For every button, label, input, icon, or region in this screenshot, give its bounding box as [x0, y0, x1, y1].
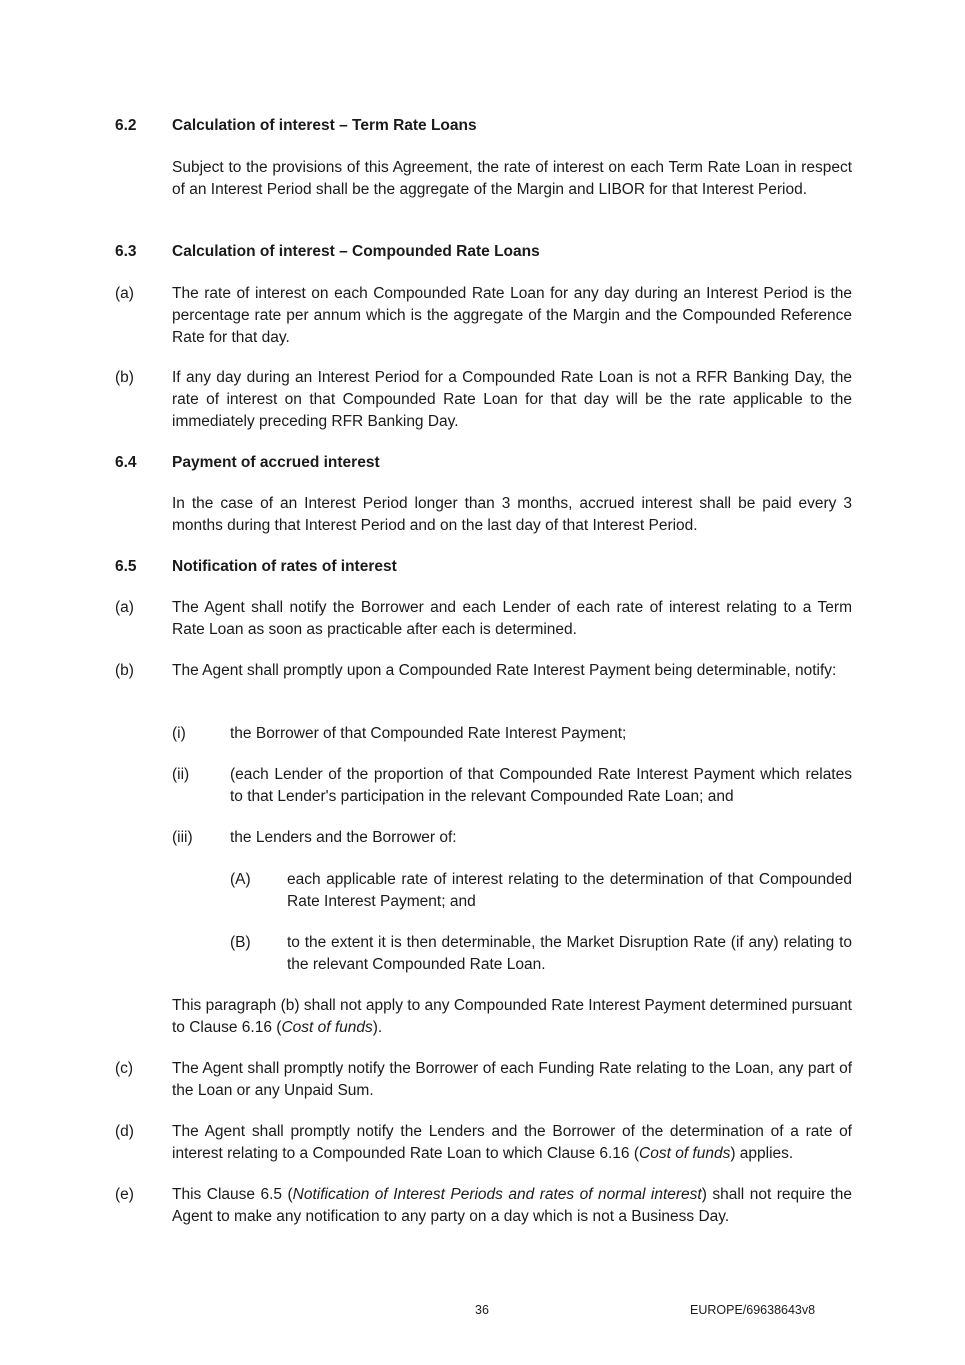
paragraph-label: (c) [115, 1060, 134, 1077]
item-text: each applicable rate of interest relating to the determination of that Compounded Rate Interest Payment; and [287, 871, 852, 910]
item-label: (B) [230, 934, 251, 951]
clause-heading: Notification of rates of interest [172, 558, 397, 575]
paragraph-label: (a) [115, 285, 134, 302]
subparagraph-label: (iii) [172, 829, 193, 846]
clause-heading: Calculation of interest – Term Rate Loans [172, 117, 477, 134]
subparagraph-label: (i) [172, 725, 186, 742]
item-text: to the extent it is then determinable, the Market Disruption Rate (if any) relating to the relevant Compounded Rate Loan. [287, 934, 852, 973]
subparagraph-text: (each Lender of the proportion of that Compounded Rate Interest Payment which relates to that Lender's participation in the relevant Compounded Rate Loan; and [230, 766, 852, 805]
paragraph-label: (b) [115, 369, 134, 386]
paragraph-label: (d) [115, 1123, 134, 1140]
clause-heading: Calculation of interest – Compounded Rate Loans [172, 243, 540, 260]
italic-reference: Cost of funds [639, 1145, 731, 1162]
paragraph-label: (b) [115, 662, 134, 679]
paragraph-text: The rate of interest on each Compounded Rate Loan for any day during an Interest Period is the percentage rate per annum which is the aggregate of the Margin and the Compounded Reference Rate for that day. [172, 285, 852, 346]
paragraph-label: (a) [115, 599, 134, 616]
clause-number: 6.3 [115, 243, 137, 260]
italic-reference: Notification of Interest Periods and rates of normal interest [292, 1186, 702, 1203]
paragraph-text: The Agent shall promptly notify the Lenders and the Borrower of the determination of a rate of interest relating to a Compounded Rate Loan to which Clause 6.16 (Cost of funds) applies. [172, 1123, 852, 1162]
paragraph-text: If any day during an Interest Period for a Compounded Rate Loan is not a RFR Banking Day, the rate of interest on that Compounded Rate Loan for that day will be the rate applicable to the immediately preceding RFR Banking Day. [172, 369, 852, 430]
subparagraph-text: the Lenders and the Borrower of: [230, 829, 457, 846]
paragraph-note: This paragraph (b) shall not apply to any Compounded Rate Interest Payment determined pursuant to Clause 6.16 (Cost of funds). [172, 997, 852, 1036]
document-reference: EUROPE/69638643v8 [690, 1303, 816, 1317]
clause-body: Subject to the provisions of this Agreement, the rate of interest on each Term Rate Loan in respect of an Interest Period shall be the aggregate of the Margin and LIBOR for that Interest Period. [172, 159, 852, 198]
paragraph-text: The Agent shall promptly upon a Compounded Rate Interest Payment being determinable, notify: [172, 662, 837, 679]
italic-reference: Cost of funds [281, 1019, 373, 1036]
paragraph-text: The Agent shall notify the Borrower and each Lender of each rate of interest relating to a Term Rate Loan as soon as practicable after each is determined. [172, 599, 852, 638]
page-number: 36 [475, 1303, 489, 1317]
clause-number: 6.4 [115, 454, 137, 471]
clause-number: 6.5 [115, 558, 137, 575]
clause-body: In the case of an Interest Period longer than 3 months, accrued interest shall be paid every 3 months during that Interest Period and on the last day of that Interest Period. [172, 495, 852, 534]
paragraph-label: (e) [115, 1186, 134, 1203]
subparagraph-text: the Borrower of that Compounded Rate Interest Payment; [230, 725, 627, 742]
item-label: (A) [230, 871, 251, 888]
clause-heading: Payment of accrued interest [172, 454, 380, 471]
paragraph-text: The Agent shall promptly notify the Borrower of each Funding Rate relating to the Loan, any part of the Loan or any Unpaid Sum. [172, 1060, 852, 1099]
clause-number: 6.2 [115, 117, 137, 134]
subparagraph-label: (ii) [172, 766, 190, 783]
paragraph-text: This Clause 6.5 (Notification of Interest Periods and rates of normal interest) shall not require the Agent to make any notification to any party on a day which is not a Business Day. [172, 1186, 852, 1225]
